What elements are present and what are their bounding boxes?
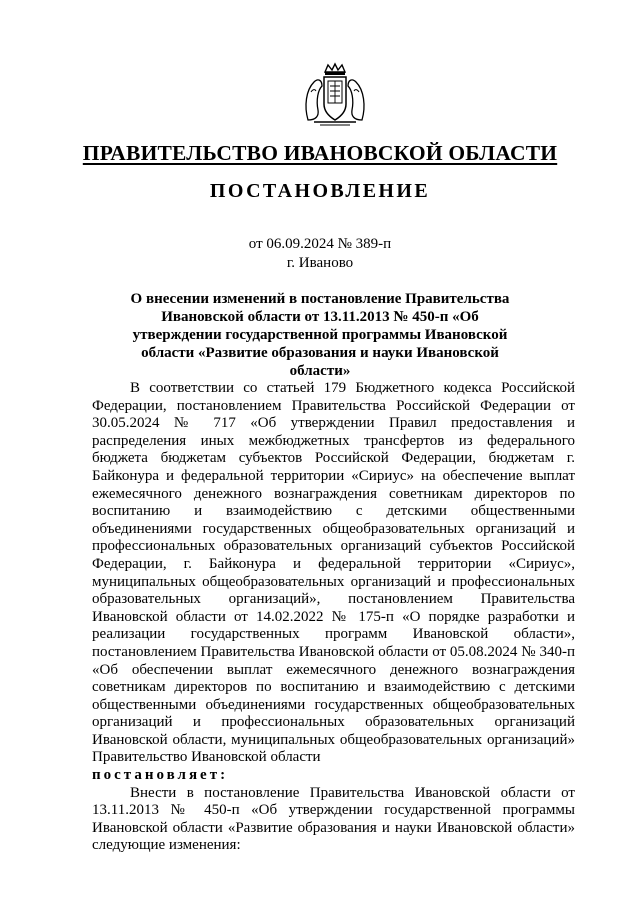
body-paragraph	[92, 380, 575, 767]
document-city: г. Иваново	[286, 255, 354, 271]
document-subject: О внесении изменений в постановление Правительства Ивановской области от 13.11.2013 № 450-п «Об утверждении государственной программы Ивановской области «Развитие образования и науки Ивановской области»	[130, 291, 510, 379]
document-body	[92, 380, 575, 855]
coat-of-arms-icon	[300, 62, 370, 128]
body-paragraph	[92, 785, 575, 855]
document-type: ПОСТАНОВЛЕНИЕ	[209, 180, 431, 202]
government-title: ПРАВИТЕЛЬСТВО ИВАНОВСКОЙ ОБЛАСТИ	[82, 141, 558, 165]
body-paragraph-text: В соответствии со статьей 179 Бюджетного кодекса Российской Федерации, постановлением Правительства Российской Федерации от 30.05.2024 № 717 «Об утверждении Правил предоставления и распределения иных межбюджетных трансфертов из федерального бюджета бюджетам субъектов Российской Федерации, бюджетам г. Байконура и федеральной территории «Сириус» на обеспечение выплат ежемесячного денежного вознаграждения советникам директоров по воспитанию и взаимодействию с детскими общественными объединениями государственных общеобразовательных организаций и профессиональных образовательных организаций субъектов Российской Федерации, г. Байконура и федеральной территории «Сириус», муниципальных общеобразовательных организаций и профессиональных образовательных организаций», постановлением Правительства Ивановской области от 14.02.2022 № 175-п «О порядке разработки и реализации государственных программ Ивановской области», постановлением Правительства Ивановской области от 05.08.2024 № 340-п «Об обеспечении выплат ежемесячного денежного вознаграждения советникам директоров по воспитанию и взаимодействию с детскими общественными объединениями государственных общеобразовательных организаций и профессиональных образовательных организаций Ивановской области, муниципальных общеобразовательных организаций» Правительство Ивановской области	[92, 380, 575, 766]
body-paragraph-text: Внести в постановление Правительства Ивановской области от 13.11.2013 № 450-п «Об утверждении государственной программы Ивановской области «Развитие образования и науки Ивановской области» следующие изменения:	[92, 784, 575, 854]
decree-word: постановляет:	[92, 767, 229, 784]
document-date-number: от 06.09.2024 № 389-п	[248, 236, 392, 252]
